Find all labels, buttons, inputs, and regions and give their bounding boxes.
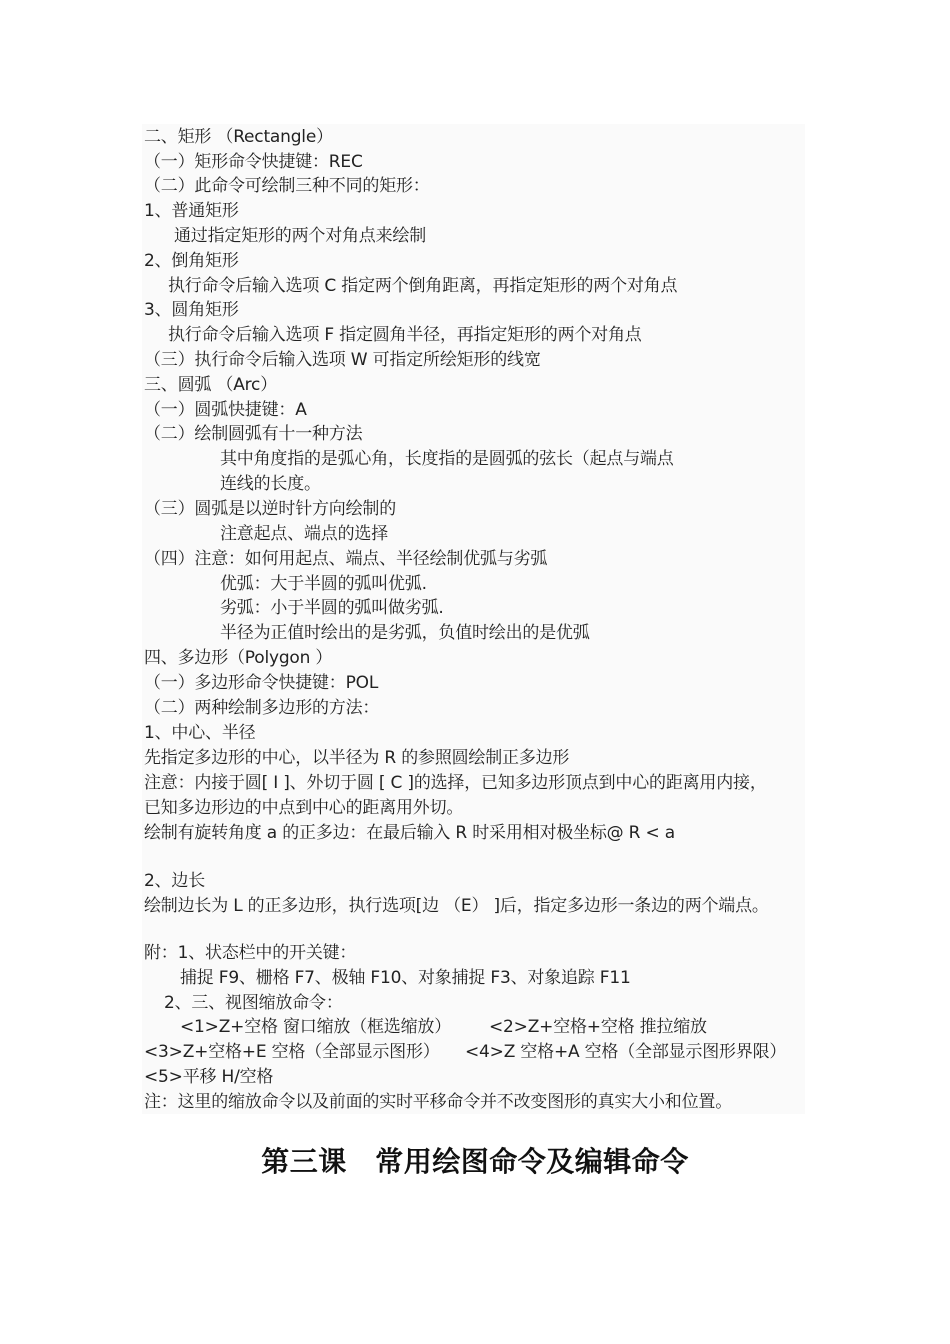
section-polygon-title: 四、多边形（Polygon ） (144, 648, 333, 668)
rectangle-types-intro: （二）此命令可绘制三种不同的矩形： (144, 176, 430, 196)
rectangle-width-note: （三）执行命令后输入选项 W 可指定所绘矩形的线宽 (144, 350, 541, 370)
section-arc-title: 三、圆弧 （Arc） (144, 375, 277, 395)
zoom-window: <1>Z+空格 窗口缩放（框选缩放） (180, 1017, 451, 1037)
arc-direction-note: 注意起点、端点的选择 (220, 524, 388, 544)
rectangle-normal-desc: 通过指定矩形的两个对角点来绘制 (174, 226, 426, 246)
arc-angle-desc-cont: 连线的长度。 (220, 474, 321, 494)
arc-angle-desc: 其中角度指的是弧心角，长度指的是圆弧的弦长（起点与端点 (220, 449, 674, 469)
rectangle-normal-title: 1、普通矩形 (144, 201, 239, 221)
pan-command: <5>平移 H/空格 (144, 1067, 274, 1087)
rectangle-shortcut: （一）矩形命令快捷键：REC (144, 152, 363, 172)
polygon-center-radius-desc: 先指定多边形的中心，以半径为 R 的参照圆绘制正多边形 (144, 748, 570, 768)
appendix-zoom-title: 2、三、视图缩放命令： (164, 993, 343, 1013)
polygon-edge-title: 2、边长 (144, 871, 206, 891)
section-rectangle-title: 二、矩形 （Rectangle） (144, 127, 333, 147)
polygon-inscribed-note: 注意：内接于圆[ I ]、外切于圆 [ C ]的选择，已知多边形顶点到中心的距离用内接， (144, 773, 767, 793)
polygon-rotation-note: 绘制有旋转角度 a 的正多边：在最后输入 R 时采用相对极坐标@ R < a (144, 823, 675, 843)
zoom-realtime: <2>Z+空格+空格 推拉缩放 (489, 1017, 707, 1037)
lesson-heading: 第三课 常用绘图命令及编辑命令 (261, 1145, 689, 1178)
arc-methods: （二）绘制圆弧有十一种方法 (144, 424, 363, 444)
polygon-methods: （二）两种绘制多边形的方法： (144, 698, 380, 718)
arc-minor-desc: 劣弧：小于半圆的弧叫做劣弧. (220, 598, 444, 618)
appendix-status-keys-title: 附：1、状态栏中的开关键： (144, 943, 357, 963)
rectangle-fillet-desc: 执行命令后输入选项 F 指定圆角半径，再指定矩形的两个对角点 (168, 325, 642, 345)
rectangle-chamfer-title: 2、倒角矩形 (144, 251, 239, 271)
rectangle-chamfer-desc: 执行命令后输入选项 C 指定两个倒角距离，再指定矩形的两个对角点 (168, 276, 678, 296)
rectangle-fillet-title: 3、圆角矩形 (144, 300, 239, 320)
zoom-note: 注：这里的缩放命令以及前面的实时平移命令并不改变图形的真实大小和位置。 (144, 1092, 732, 1112)
arc-major-desc: 优弧：大于半圆的弧叫优弧. (220, 574, 427, 594)
polygon-edge-desc: 绘制边长为 L 的正多边形，执行选项[边 （E） ]后，指定多边形一条边的两个端点。 (144, 896, 769, 916)
polygon-shortcut: （一）多边形命令快捷键：POL (144, 673, 379, 693)
arc-radius-sign: 半径为正值时绘出的是劣弧，负值时绘出的是优弧 (220, 623, 590, 643)
polygon-center-radius-title: 1、中心、半径 (144, 723, 256, 743)
polygon-circumscribed-note: 已知多边形边的中点到中心的距离用外切。 (144, 798, 464, 818)
arc-shortcut: （一）圆弧快捷键：A (144, 400, 307, 420)
zoom-all: <4>Z 空格+A 空格（全部显示图形界限） (465, 1042, 787, 1062)
arc-major-minor-title: （四）注意：如何用起点、端点、半径绘制优弧与劣弧 (144, 549, 548, 569)
zoom-extents: <3>Z+空格+E 空格（全部显示图形） (144, 1042, 440, 1062)
arc-direction: （三）圆弧是以逆时针方向绘制的 (144, 499, 396, 519)
appendix-status-keys: 捕捉 F9、栅格 F7、极轴 F10、对象捕捉 F3、对象追踪 F11 (180, 968, 631, 988)
